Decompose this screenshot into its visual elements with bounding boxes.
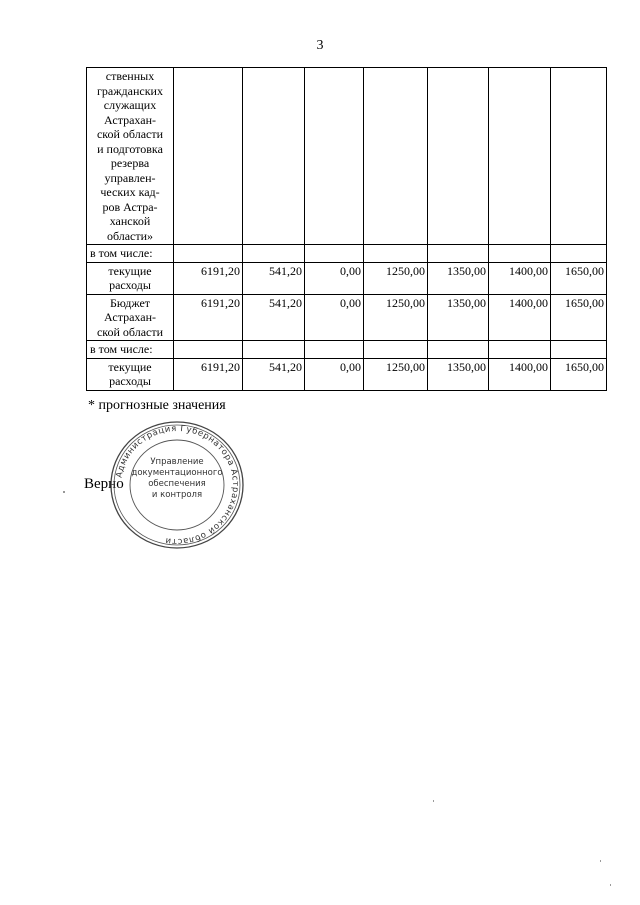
value-cell [243, 68, 305, 245]
stamp-outer-text: Администрация Губернатора Астраханской области [114, 423, 241, 547]
scan-speck [433, 800, 434, 802]
row-subheader-cell [87, 245, 174, 263]
row-label-line: и подготовка [97, 141, 163, 156]
row-label-line: Астрахан- [104, 310, 156, 324]
value-cell [428, 68, 489, 245]
row-label-line: области» [106, 228, 154, 243]
row-label-line: расходы [109, 374, 151, 388]
empty-cell [364, 341, 428, 359]
budget-table [86, 67, 607, 391]
empty-cell [305, 341, 364, 359]
value-cell [174, 68, 243, 245]
scan-speck [610, 884, 611, 886]
row-label-line: ров Астра- [102, 199, 158, 214]
page-number: 3 [316, 38, 324, 53]
row-label-line: текущие [108, 359, 152, 374]
empty-cell [551, 245, 607, 263]
table-subheader-row [87, 341, 607, 359]
value-cell: 1650,00 [551, 358, 607, 390]
empty-cell [489, 245, 551, 263]
row-label-cell [87, 262, 174, 294]
row-label-line: управлен- [104, 170, 156, 185]
row-label-line: ской области [96, 127, 164, 141]
value-cell: 6191,20 [174, 262, 243, 294]
stamp-inner-line: документационного [131, 468, 223, 478]
table-row [87, 294, 607, 341]
value-cell [305, 68, 364, 245]
row-label-line: Астрахан- [104, 112, 156, 127]
row-label-line: резерва [110, 156, 150, 170]
value-cell: 1250,00 [364, 358, 428, 390]
footnote: * прогнозные значения [88, 398, 226, 413]
empty-cell [428, 341, 489, 359]
value-cell [489, 68, 551, 245]
empty-cell [243, 245, 305, 263]
row-label-line: ханской [109, 214, 151, 228]
row-label-cell [87, 68, 174, 245]
value-cell: 1650,00 [551, 262, 607, 294]
value-cell: 1400,00 [489, 358, 551, 390]
value-cell: 1250,00 [364, 262, 428, 294]
scan-speck [600, 860, 601, 862]
empty-cell [243, 341, 305, 359]
value-cell: 1350,00 [428, 262, 489, 294]
table-row [87, 262, 607, 294]
value-cell: 1350,00 [428, 358, 489, 390]
value-cell: 1400,00 [489, 294, 551, 341]
stamp-seal-graphic [109, 420, 245, 550]
row-label-cell [87, 294, 174, 341]
row-label-line: ственных [105, 69, 155, 83]
value-cell: 0,00 [305, 262, 364, 294]
stamp-inner-line: и контроля [151, 490, 203, 500]
value-cell: 1650,00 [551, 294, 607, 341]
certified-label: Верно [84, 476, 124, 492]
empty-cell [489, 341, 551, 359]
empty-cell [174, 245, 243, 263]
row-label-line: текущие [108, 263, 152, 278]
value-cell: 1400,00 [489, 262, 551, 294]
row-label-line: в том числе: [90, 342, 153, 356]
value-cell [551, 68, 607, 245]
table-row [87, 68, 607, 245]
table-subheader-row [87, 245, 607, 263]
row-label-line: в том числе: [90, 246, 153, 260]
value-cell [364, 68, 428, 245]
empty-cell [174, 341, 243, 359]
empty-cell [428, 245, 489, 263]
value-cell: 0,00 [305, 358, 364, 390]
empty-cell [364, 245, 428, 263]
row-label-line: гражданских [97, 83, 163, 98]
row-label-line: расходы [109, 278, 151, 292]
value-cell: 1250,00 [364, 294, 428, 341]
value-cell: 0,00 [305, 294, 364, 341]
value-cell: 1350,00 [428, 294, 489, 341]
value-cell: 541,20 [243, 262, 305, 294]
row-subheader-cell [87, 341, 174, 359]
scan-speck [63, 491, 65, 493]
row-label-line: ской области [96, 324, 164, 339]
value-cell: 6191,20 [174, 358, 243, 390]
row-label-line: Бюджет [109, 295, 151, 310]
value-cell: 541,20 [243, 294, 305, 341]
stamp-inner-line: Управление [150, 457, 204, 467]
empty-cell [305, 245, 364, 263]
row-label-cell [87, 358, 174, 390]
row-label-line: ческих кад- [100, 185, 160, 199]
row-label-line: служащих [103, 98, 157, 112]
table-row [87, 358, 607, 390]
stamp-inner-line: обеспечения [148, 479, 206, 489]
official-stamp [109, 420, 245, 550]
value-cell: 541,20 [243, 358, 305, 390]
empty-cell [551, 341, 607, 359]
value-cell: 6191,20 [174, 294, 243, 341]
